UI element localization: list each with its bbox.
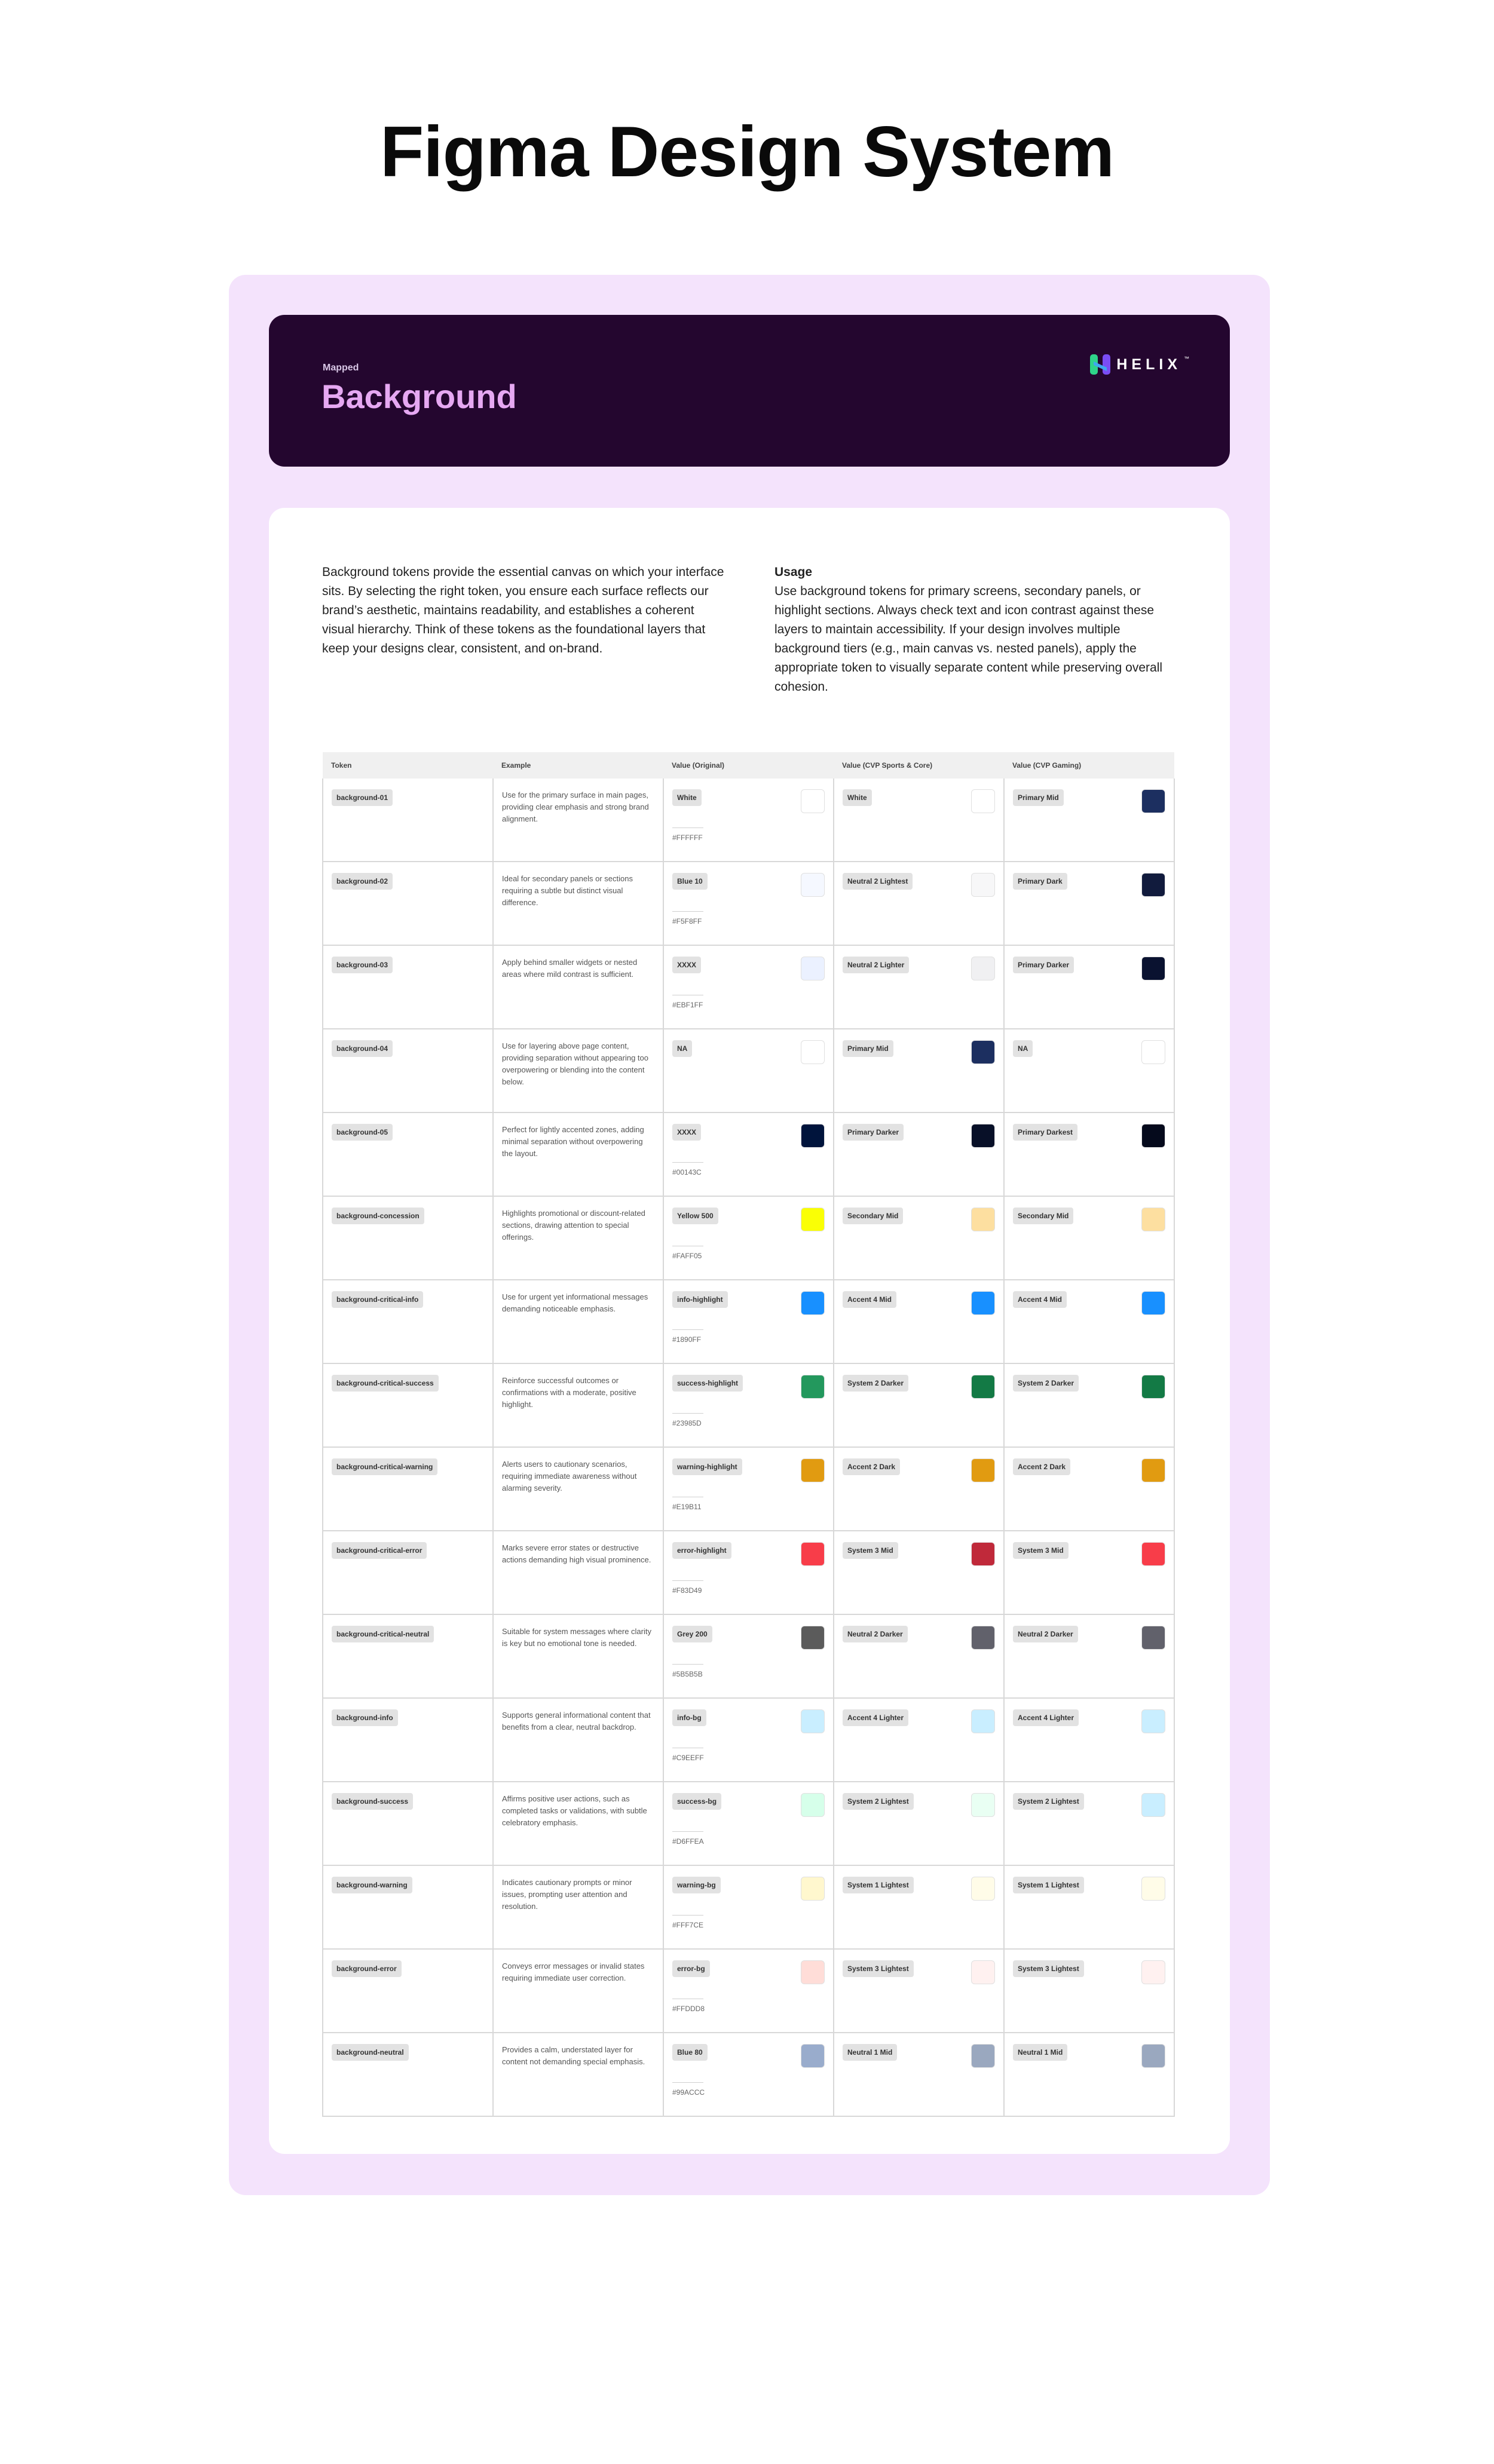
token-cell — [323, 1029, 493, 1113]
example-description: Alerts users to cautionary scenarios, requiring immediate awareness without alarming severity. — [502, 1460, 637, 1493]
token-table — [322, 752, 1175, 2117]
value-sports-cell — [834, 2033, 1004, 2116]
color-swatch — [1141, 1542, 1165, 1566]
value-gaming-chip: Secondary Mid — [1013, 1208, 1073, 1224]
token-cell — [323, 1280, 493, 1363]
token-name-chip: background-critical-neutral — [332, 1626, 434, 1642]
value-original-chip: error-highlight — [672, 1542, 731, 1559]
token-cell — [323, 1614, 493, 1698]
hex-divider — [672, 1580, 703, 1581]
value-original-cell — [663, 1531, 834, 1614]
value-gaming-chip: System 3 Lightest — [1013, 1960, 1084, 1977]
token-cell — [323, 1531, 493, 1614]
header-banner — [269, 315, 1230, 467]
example-cell — [493, 1782, 663, 1865]
table-row — [323, 1949, 1174, 2033]
table-row — [323, 779, 1174, 862]
value-sports-cell — [834, 1782, 1004, 1865]
example-cell — [493, 1698, 663, 1782]
example-cell — [493, 1949, 663, 2033]
color-swatch — [801, 1124, 825, 1148]
value-gaming-chip: System 1 Lightest — [1013, 1877, 1084, 1893]
hex-divider — [672, 1664, 703, 1665]
example-description: Use for layering above page content, providing separation without appearing too overpowering or blending into the content below. — [502, 1041, 649, 1086]
color-swatch — [801, 1793, 825, 1817]
value-original-cell — [663, 1614, 834, 1698]
hex-value: #23985D — [672, 1419, 702, 1427]
table-row — [323, 1196, 1174, 1280]
color-swatch — [971, 789, 995, 813]
color-swatch — [1141, 1375, 1165, 1399]
color-swatch — [1141, 1458, 1165, 1482]
color-swatch — [801, 1960, 825, 1984]
color-swatch — [971, 1542, 995, 1566]
hex-divider — [672, 1831, 703, 1832]
color-swatch — [801, 1208, 825, 1231]
value-sports-chip: Neutral 2 Lighter — [843, 957, 909, 973]
color-swatch — [801, 2044, 825, 2068]
color-swatch — [1141, 789, 1165, 813]
value-sports-cell — [834, 945, 1004, 1029]
token-cell — [323, 1113, 493, 1196]
value-sports-cell — [834, 1949, 1004, 2033]
column-header-example: Example — [493, 752, 663, 779]
example-description: Marks severe error states or destructive actions demanding high visual prominence. — [502, 1543, 651, 1564]
color-swatch — [971, 2044, 995, 2068]
token-cell — [323, 2033, 493, 2116]
example-cell — [493, 1614, 663, 1698]
color-swatch — [1141, 1626, 1165, 1650]
value-original-cell — [663, 779, 834, 862]
token-name-chip: background-02 — [332, 873, 393, 890]
value-sports-chip: Neutral 1 Mid — [843, 2044, 897, 2061]
value-gaming-cell — [1004, 1363, 1174, 1447]
value-original-chip: error-bg — [672, 1960, 710, 1977]
value-sports-cell — [834, 1280, 1004, 1363]
value-gaming-cell — [1004, 1865, 1174, 1949]
table-row — [323, 1113, 1174, 1196]
color-swatch — [971, 1458, 995, 1482]
example-description: Affirms positive user actions, such as completed tasks or validations, with subtle celebratory emphasis. — [502, 1794, 647, 1827]
brand-trademark: ™ — [1184, 355, 1189, 361]
page-title: Figma Design System — [379, 112, 1115, 192]
brand-name: HELIX — [1116, 355, 1181, 373]
token-name-chip: background-success — [332, 1793, 413, 1810]
token-cell — [323, 1782, 493, 1865]
token-name-chip: background-critical-error — [332, 1542, 427, 1559]
example-description: Ideal for secondary panels or sections requiring a subtle but distinct visual difference. — [502, 874, 633, 907]
color-swatch — [971, 1793, 995, 1817]
color-swatch — [801, 789, 825, 813]
token-cell — [323, 1949, 493, 2033]
example-cell — [493, 779, 663, 862]
example-description: Supports general informational content that benefits from a clear, neutral backdrop. — [502, 1711, 651, 1731]
value-gaming-cell — [1004, 779, 1174, 862]
color-swatch — [801, 873, 825, 897]
hex-divider — [672, 1329, 703, 1330]
value-original-chip: Grey 200 — [672, 1626, 712, 1642]
table-row — [323, 1447, 1174, 1531]
example-cell — [493, 1029, 663, 1113]
token-name-chip: background-03 — [332, 957, 393, 973]
hex-value: #FFF7CE — [672, 1921, 704, 1929]
token-name-chip: background-05 — [332, 1124, 393, 1141]
table-row — [323, 1029, 1174, 1113]
value-sports-chip: Accent 2 Dark — [843, 1458, 900, 1475]
example-cell — [493, 2033, 663, 2116]
token-cell — [323, 779, 493, 862]
value-gaming-chip: System 2 Darker — [1013, 1375, 1079, 1392]
color-swatch — [801, 1458, 825, 1482]
table-row — [323, 1782, 1174, 1865]
hex-divider — [672, 911, 703, 912]
color-swatch — [1141, 1960, 1165, 1984]
value-gaming-cell — [1004, 945, 1174, 1029]
value-original-chip: warning-bg — [672, 1877, 721, 1893]
value-original-chip: White — [672, 789, 702, 806]
color-swatch — [1141, 1291, 1165, 1315]
color-swatch — [801, 1709, 825, 1733]
hex-divider — [672, 1162, 703, 1163]
color-swatch — [1141, 1208, 1165, 1231]
value-sports-chip: Neutral 2 Lightest — [843, 873, 913, 890]
value-sports-chip: Accent 4 Lighter — [843, 1709, 908, 1726]
example-cell — [493, 1113, 663, 1196]
token-name-chip: background-warning — [332, 1877, 412, 1893]
hex-value: #5B5B5B — [672, 1670, 703, 1678]
column-header-value-gaming: Value (CVP Gaming) — [1004, 752, 1174, 779]
hex-value: #FAFF05 — [672, 1252, 702, 1260]
color-swatch — [801, 1375, 825, 1399]
example-description: Indicates cautionary prompts or minor issues, prompting user attention and resolution. — [502, 1878, 632, 1911]
token-name-chip: background-04 — [332, 1040, 393, 1057]
column-header-token: Token — [323, 752, 493, 779]
token-cell — [323, 1363, 493, 1447]
token-name-chip: background-concession — [332, 1208, 424, 1224]
color-swatch — [801, 1877, 825, 1901]
example-description: Apply behind smaller widgets or nested areas where mild contrast is sufficient. — [502, 958, 638, 979]
color-swatch — [801, 1291, 825, 1315]
value-sports-chip: White — [843, 789, 872, 806]
value-gaming-cell — [1004, 1196, 1174, 1280]
table-row — [323, 1698, 1174, 1782]
usage-section — [774, 563, 1187, 697]
color-swatch — [1141, 1709, 1165, 1733]
value-sports-cell — [834, 1113, 1004, 1196]
color-swatch — [1141, 1793, 1165, 1817]
example-cell — [493, 1280, 663, 1363]
token-name-chip: background-error — [332, 1960, 402, 1977]
example-cell — [493, 1196, 663, 1280]
token-name-chip: background-critical-success — [332, 1375, 439, 1392]
color-swatch — [971, 1626, 995, 1650]
example-description: Provides a calm, understated layer for content not demanding special emphasis. — [502, 2045, 645, 2066]
value-sports-chip: Neutral 2 Darker — [843, 1626, 908, 1642]
example-cell — [493, 1865, 663, 1949]
value-sports-cell — [834, 1698, 1004, 1782]
example-description: Use for urgent yet informational messages demanding noticeable emphasis. — [502, 1292, 648, 1313]
hex-value: #99ACCC — [672, 2088, 705, 2097]
usage-body: Use background tokens for primary screens, secondary panels, or highlight sections. Always check text and icon contrast against these layers to maintain accessibility. If your design involves multiple background tiers (e.g., main canvas vs. nested panels), apply the appropriate token to visually separate content while preserving overall cohesion. — [774, 584, 1163, 694]
table-header-row — [323, 752, 1174, 779]
value-original-chip: XXXX — [672, 957, 701, 973]
value-original-chip: Blue 80 — [672, 2044, 708, 2061]
value-original-chip: XXXX — [672, 1124, 701, 1141]
value-sports-cell — [834, 862, 1004, 945]
token-cell — [323, 1698, 493, 1782]
example-cell — [493, 1447, 663, 1531]
color-swatch — [971, 1124, 995, 1148]
value-original-chip: NA — [672, 1040, 692, 1057]
table-row — [323, 862, 1174, 945]
value-gaming-cell — [1004, 1280, 1174, 1363]
value-gaming-cell — [1004, 1782, 1174, 1865]
column-header-value-sports: Value (CVP Sports & Core) — [834, 752, 1004, 779]
token-cell — [323, 1447, 493, 1531]
color-swatch — [1141, 957, 1165, 980]
example-description: Use for the primary surface in main pages, providing clear emphasis and strong brand alignment. — [502, 790, 649, 823]
token-name-chip: background-01 — [332, 789, 393, 806]
value-gaming-cell — [1004, 1698, 1174, 1782]
brand-logo — [1090, 353, 1193, 376]
token-cell — [323, 945, 493, 1029]
hex-value: #F5F8FF — [672, 917, 702, 925]
color-swatch — [801, 1542, 825, 1566]
value-sports-chip: Primary Mid — [843, 1040, 893, 1057]
example-cell — [493, 945, 663, 1029]
hex-value: #00143C — [672, 1168, 702, 1176]
value-gaming-chip: Neutral 1 Mid — [1013, 2044, 1067, 2061]
color-swatch — [801, 957, 825, 980]
value-sports-cell — [834, 1614, 1004, 1698]
column-header-value-original: Value (Original) — [663, 752, 834, 779]
example-cell — [493, 1531, 663, 1614]
color-swatch — [971, 1040, 995, 1064]
color-swatch — [1141, 2044, 1165, 2068]
color-swatch — [1141, 1124, 1165, 1148]
color-swatch — [971, 1375, 995, 1399]
color-swatch — [971, 1291, 995, 1315]
value-original-cell — [663, 1196, 834, 1280]
token-cell — [323, 1865, 493, 1949]
value-original-chip: info-bg — [672, 1709, 706, 1726]
value-gaming-cell — [1004, 862, 1174, 945]
hex-value: #FFFFFF — [672, 833, 703, 842]
hex-value: #1890FF — [672, 1335, 702, 1344]
value-sports-chip: Accent 4 Mid — [843, 1291, 896, 1308]
table-row — [323, 1531, 1174, 1614]
token-cell — [323, 1196, 493, 1280]
value-sports-chip: Secondary Mid — [843, 1208, 903, 1224]
value-sports-chip: Primary Darker — [843, 1124, 904, 1141]
value-gaming-cell — [1004, 1113, 1174, 1196]
example-description: Reinforce successful outcomes or confirmations with a moderate, positive highlight. — [502, 1376, 636, 1409]
hex-divider — [672, 1413, 703, 1414]
table-row — [323, 2033, 1174, 2116]
value-gaming-chip: Accent 2 Dark — [1013, 1458, 1070, 1475]
example-description: Perfect for lightly accented zones, adding minimal separation without overpowering the layout. — [502, 1125, 644, 1158]
token-name-chip: background-neutral — [332, 2044, 409, 2061]
value-sports-cell — [834, 1196, 1004, 1280]
color-swatch — [971, 1709, 995, 1733]
header-title: Background — [322, 378, 517, 415]
color-swatch — [971, 873, 995, 897]
hex-value: #FFDDD8 — [672, 2005, 705, 2013]
value-gaming-chip: Primary Darker — [1013, 957, 1074, 973]
color-swatch — [1141, 1877, 1165, 1901]
value-gaming-chip: System 2 Lightest — [1013, 1793, 1084, 1810]
value-sports-chip: System 2 Lightest — [843, 1793, 914, 1810]
hex-value: #D6FFEA — [672, 1837, 704, 1846]
token-name-chip: background-critical-warning — [332, 1458, 437, 1475]
value-original-cell — [663, 1280, 834, 1363]
color-swatch — [971, 957, 995, 980]
value-original-chip: success-bg — [672, 1793, 721, 1810]
hex-value: #C9EEFF — [672, 1754, 704, 1762]
hex-divider — [672, 1915, 703, 1916]
value-sports-chip: System 1 Lightest — [843, 1877, 914, 1893]
value-sports-cell — [834, 1865, 1004, 1949]
value-original-chip: info-highlight — [672, 1291, 728, 1308]
value-original-cell — [663, 1782, 834, 1865]
intro-paragraph: Background tokens provide the essential canvas on which your interface sits. By selecting the right token, you ensure each surface reflects our brand’s aesthetic, maintains readability, and establishes a coherent visual hierarchy. Think of these tokens as the foundational layers that keep your designs clear, consistent, and on-brand. — [322, 565, 724, 655]
value-original-chip: Blue 10 — [672, 873, 708, 890]
value-original-cell — [663, 1363, 834, 1447]
color-swatch — [801, 1040, 825, 1064]
hex-divider — [672, 2082, 703, 2083]
value-gaming-cell — [1004, 1447, 1174, 1531]
color-swatch — [971, 1960, 995, 1984]
value-original-cell — [663, 1865, 834, 1949]
table-row — [323, 1363, 1174, 1447]
usage-title: Usage — [774, 565, 813, 579]
value-gaming-chip: NA — [1013, 1040, 1033, 1057]
value-original-cell — [663, 1698, 834, 1782]
color-swatch — [1141, 1040, 1165, 1064]
color-swatch — [971, 1208, 995, 1231]
example-description: Suitable for system messages where clarity is key but no emotional tone is needed. — [502, 1627, 651, 1648]
table-row — [323, 1865, 1174, 1949]
example-description: Highlights promotional or discount-related sections, drawing attention to special offerings. — [502, 1209, 645, 1242]
value-gaming-chip: Primary Mid — [1013, 789, 1064, 806]
content-card — [269, 508, 1230, 2154]
value-sports-cell — [834, 1363, 1004, 1447]
value-gaming-cell — [1004, 1029, 1174, 1113]
color-swatch — [971, 1877, 995, 1901]
hex-value: #EBF1FF — [672, 1001, 703, 1009]
table-row — [323, 1280, 1174, 1363]
value-gaming-cell — [1004, 1949, 1174, 2033]
value-original-chip: success-highlight — [672, 1375, 743, 1392]
hex-value: #F83D49 — [672, 1586, 702, 1595]
value-original-cell — [663, 2033, 834, 2116]
value-gaming-chip: Accent 4 Lighter — [1013, 1709, 1079, 1726]
value-gaming-chip: Neutral 2 Darker — [1013, 1626, 1078, 1642]
color-swatch — [1141, 873, 1165, 897]
value-gaming-chip: Primary Dark — [1013, 873, 1067, 890]
value-sports-cell — [834, 1531, 1004, 1614]
token-name-chip: background-critical-info — [332, 1291, 423, 1308]
value-original-chip: warning-highlight — [672, 1458, 742, 1475]
hex-value: #E19B11 — [672, 1503, 702, 1511]
value-original-cell — [663, 945, 834, 1029]
value-gaming-chip: Accent 4 Mid — [1013, 1291, 1067, 1308]
token-cell — [323, 862, 493, 945]
helix-logo-icon — [1090, 353, 1110, 376]
example-cell — [493, 862, 663, 945]
value-gaming-chip: System 3 Mid — [1013, 1542, 1069, 1559]
value-original-cell — [663, 1447, 834, 1531]
value-sports-chip: System 2 Darker — [843, 1375, 908, 1392]
value-original-cell — [663, 862, 834, 945]
example-cell — [493, 1363, 663, 1447]
value-original-chip: Yellow 500 — [672, 1208, 718, 1224]
value-sports-chip: System 3 Mid — [843, 1542, 898, 1559]
value-original-cell — [663, 1949, 834, 2033]
value-sports-cell — [834, 779, 1004, 862]
value-gaming-cell — [1004, 1614, 1174, 1698]
value-original-cell — [663, 1113, 834, 1196]
example-description: Conveys error messages or invalid states requiring immediate user correction. — [502, 1962, 645, 1982]
value-gaming-cell — [1004, 2033, 1174, 2116]
value-sports-cell — [834, 1447, 1004, 1531]
value-gaming-chip: Primary Darkest — [1013, 1124, 1077, 1141]
token-name-chip: background-info — [332, 1709, 398, 1726]
value-gaming-cell — [1004, 1531, 1174, 1614]
table-row — [323, 1614, 1174, 1698]
table-row — [323, 945, 1174, 1029]
value-sports-chip: System 3 Lightest — [843, 1960, 914, 1977]
value-original-cell — [663, 1029, 834, 1113]
header-eyebrow: Mapped — [323, 363, 359, 373]
color-swatch — [801, 1626, 825, 1650]
value-sports-cell — [834, 1029, 1004, 1113]
